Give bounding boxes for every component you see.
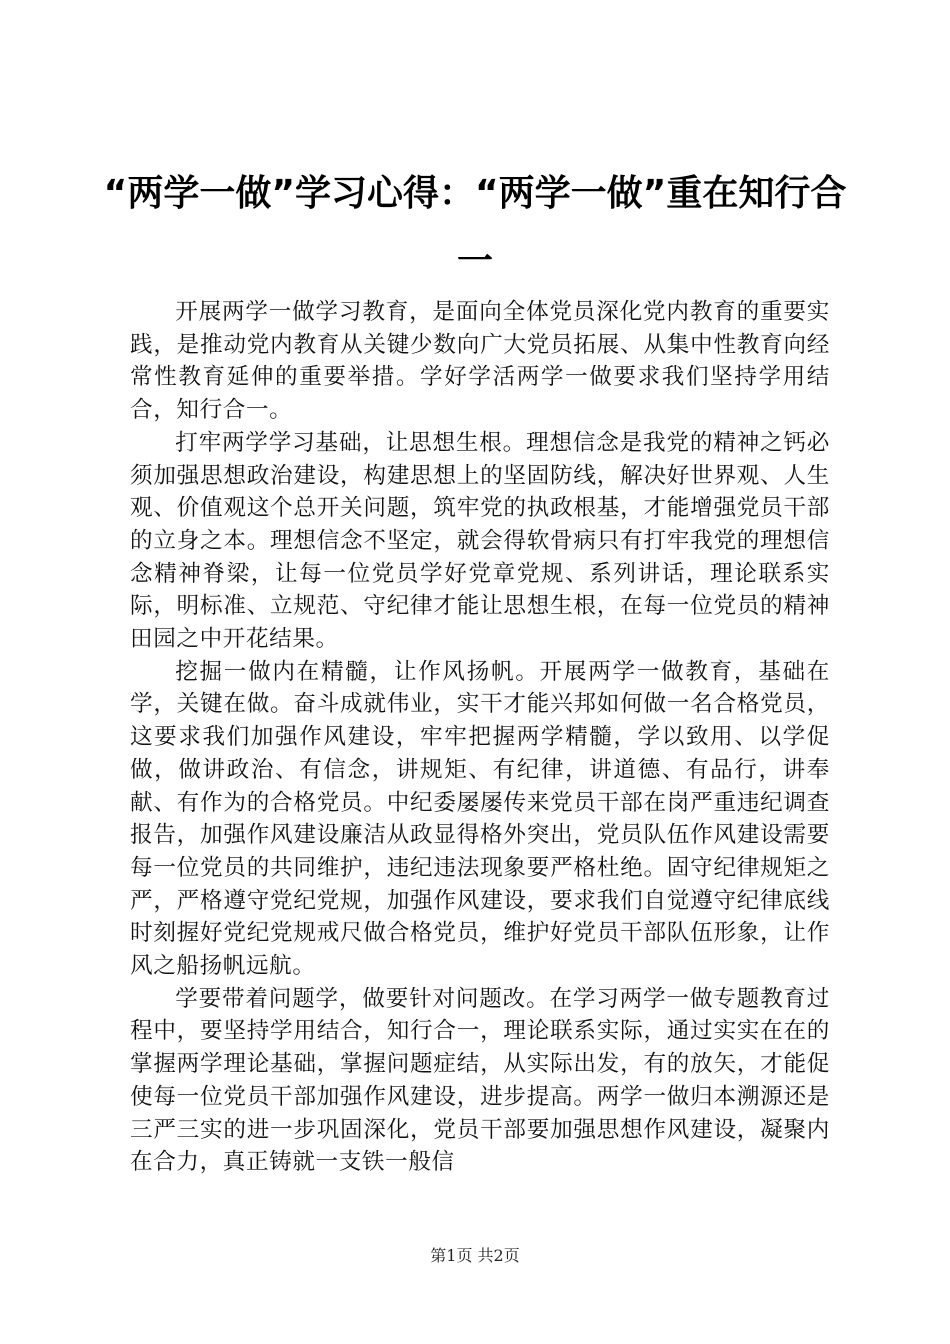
paragraph-1: 开展两学一做学习教育，是面向全体党员深化党内教育的重要实践，是推动党内教育从关键少数向广大党员拓展、从集中性教育向经常性教育延伸的重要举措。学好学活两学一做要求我们坚持学用结合，知行合一。: [130, 299, 830, 424]
paragraph-4: 学要带着问题学，做要针对问题改。在学习两学一做专题教育过程中，要坚持学用结合，知行合一，理论联系实际，通过实实在在的掌握两学理论基础，掌握问题症结，从实际出发，有的放矢，才能促使每一位党员干部加强作风建设，进步提高。两学一做归本溯源还是三严三实的进一步巩固深化，党员干部要加强思想作风建设，凝聚内在合力，真正铸就一支铁一般信: [130, 985, 830, 1176]
page-footer: 第1页 共2页: [430, 1246, 520, 1265]
paragraph-2: 打牢两学学习基础，让思想生根。理想信念是我党的精神之钙必须加强思想政治建设，构建思想上的坚固防线，解决好世界观、人生观、价值观这个总开关问题，筑牢党的执政根基，才能增强党员干部的立身之本。理想信念不坚定，就会得软骨病只有打牢我党的理想信念精神脊梁，让每一位党员学好党章党规、系列讲话，理论联系实际，明标准、立规范、守纪律才能让思想生根，在每一位党员的精神田园之中开花结果。: [130, 429, 830, 653]
paragraph-3: 挖掘一做内在精髓，让作风扬帆。开展两学一做教育，基础在学，关键在做。奋斗成就伟业，实干才能兴邦如何做一名合格党员，这要求我们加强作风建设，牢牢把握两学精髓，学以致用、以学促做，做讲政治、有信念，讲规矩、有纪律，讲道德、有品行，讲奉献、有作为的合格党员。中纪委屡屡传来党员干部在岗严重违纪调查报告，加强作风建设廉洁从政显得格外突出，党员队伍作风建设需要每一位党员的共同维护，违纪违法现象要严格杜绝。固守纪律规矩之严，严格遵守党纪党规，加强作风建设，要求我们自觉遵守纪律底线时刻握好党纪党规戒尺做合格党员，维护好党员干部队伍形象，让作风之船扬帆远航。: [130, 658, 830, 980]
document-body: [130, 296, 830, 1179]
document-title: “两学一做”学习心得：“两学一做”重在知行合一: [103, 173, 847, 282]
